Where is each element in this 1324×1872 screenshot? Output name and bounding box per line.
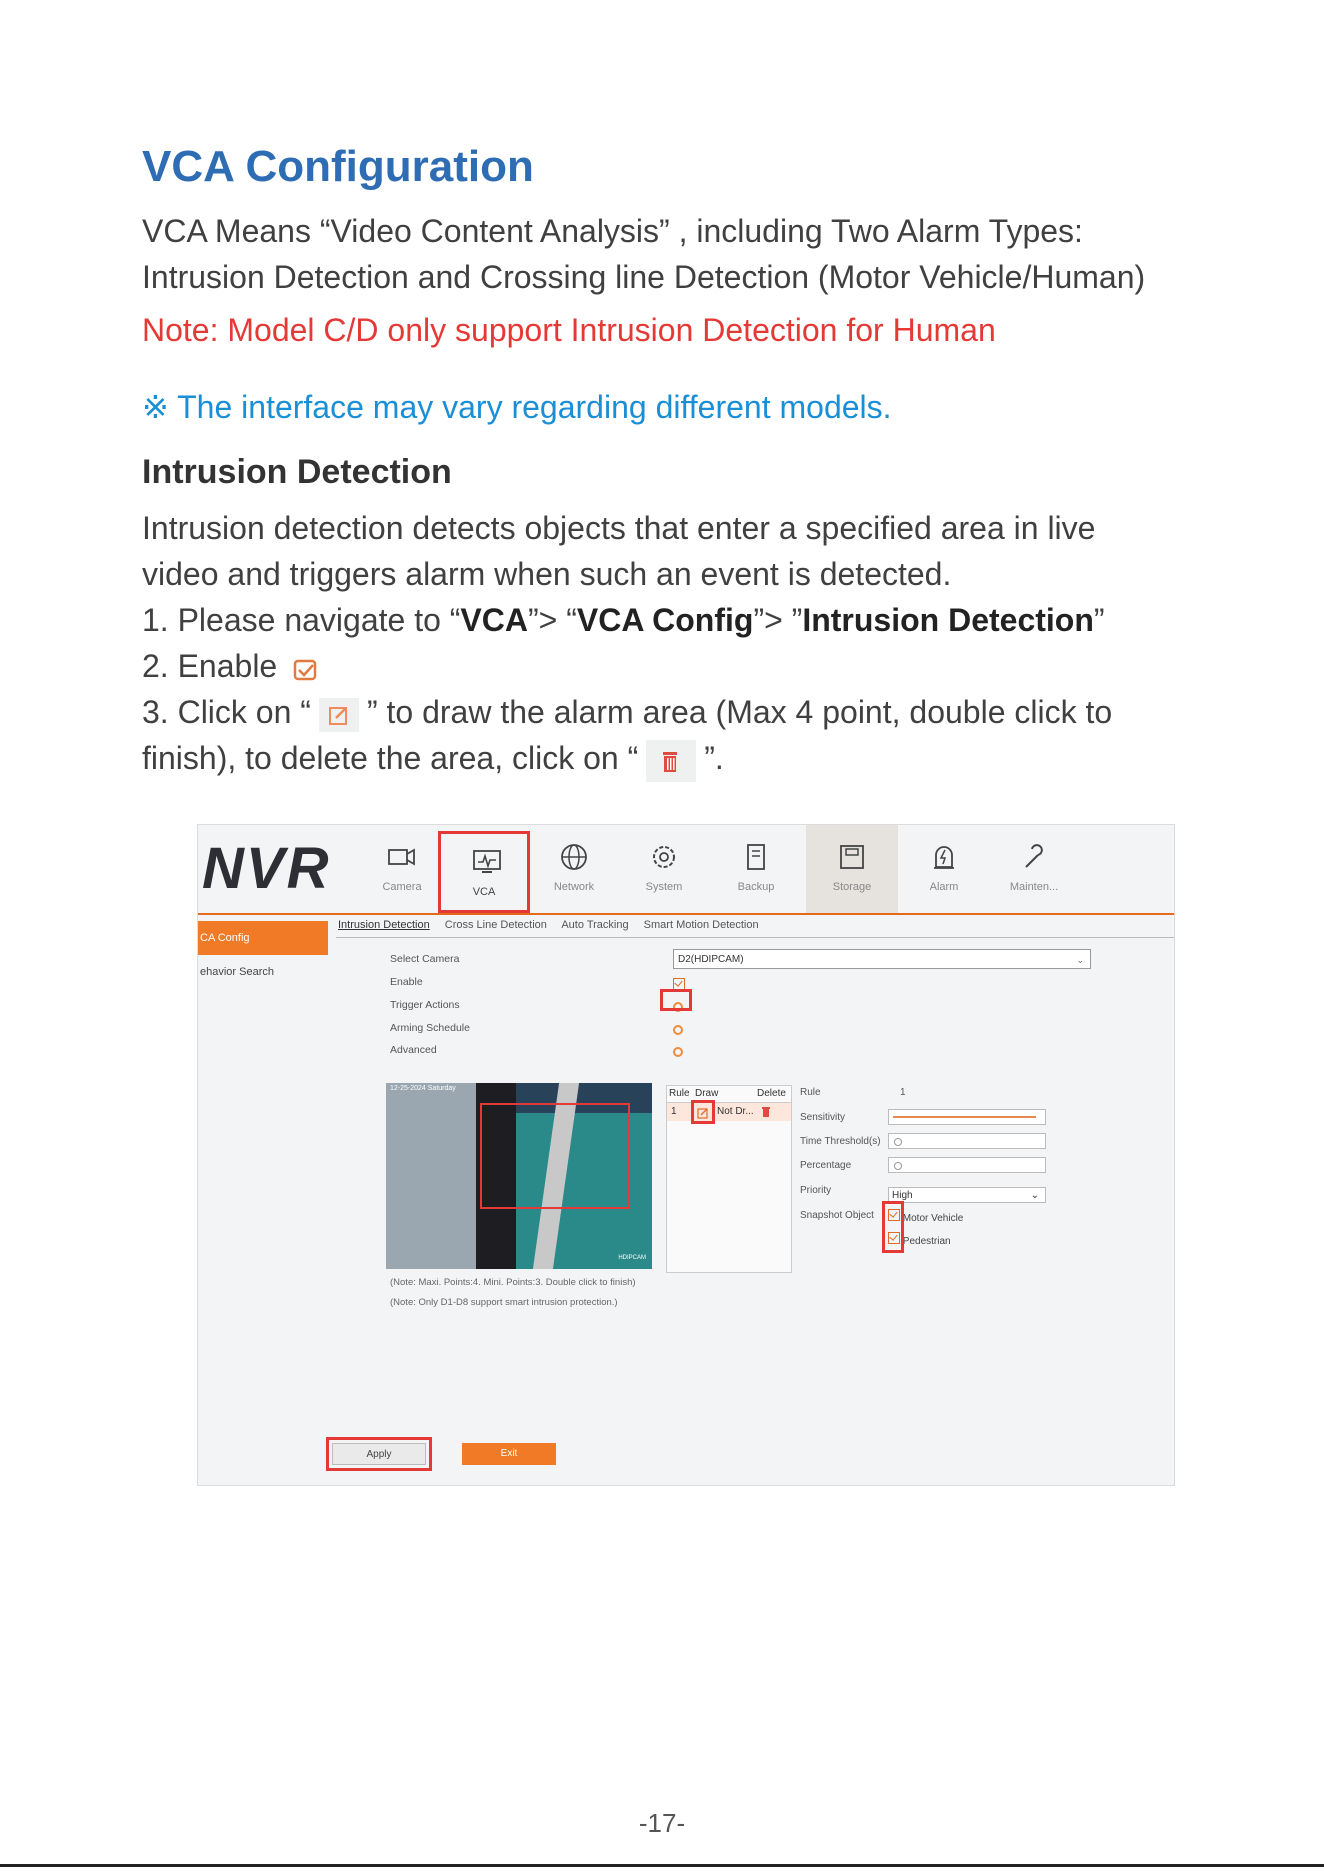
support-note: (Note: Only D1-D8 support smart intrusion protection.) [390,1297,618,1308]
sensitivity-slider[interactable] [888,1109,1046,1125]
step-1-vca: VCA [460,602,528,638]
time-threshold-knob[interactable] [894,1138,902,1146]
rule-number: 1 [671,1106,677,1117]
menu-divider [198,913,1174,915]
menu-camera-label: Camera [382,881,422,893]
menu-network-label: Network [553,881,595,893]
advanced-label: Advanced [390,1044,437,1056]
exit-button[interactable]: Exit [462,1443,556,1465]
interface-note: ※ The interface may vary regarding different models. [142,389,892,425]
step-3-text-a: 3. Click on “ [142,694,311,730]
arming-schedule-button[interactable] [673,1022,683,1040]
sidebar [198,921,328,989]
page-title: VCA Configuration [142,142,534,191]
tab-intrusion-detection[interactable]: Intrusion Detection [338,919,430,931]
sensitivity-fill [893,1116,1036,1118]
priority-value: High [892,1190,913,1201]
menu-alarm-label: Alarm [929,881,959,893]
trigger-actions-label: Trigger Actions [390,999,460,1011]
percentage-knob[interactable] [894,1162,902,1170]
time-threshold-label: Time Threshold(s) [800,1136,881,1147]
video-scene-left [386,1083,476,1269]
rule-table-header [667,1086,791,1103]
draw-col-header: Draw [695,1088,719,1099]
enable-label: Enable [390,976,423,988]
menu-maintenance[interactable] [988,825,1080,915]
rule-value: 1 [900,1087,906,1098]
menu-system-label: System [645,881,683,893]
backup-icon [740,841,772,873]
chevron-down-icon: ⌄ [1076,955,1084,965]
menu-vca-label: VCA [472,886,496,898]
delete-trash-icon[interactable] [761,1106,771,1121]
menu-backup[interactable] [710,825,802,915]
desc-line-2: video and triggers alarm when such an event is detected. [142,556,952,592]
settings-gear-icon [673,1025,683,1035]
step-3-continued [142,735,724,782]
chevron-down-icon: ⌄ [1030,1190,1039,1201]
trash-icon [646,740,696,782]
intro-line-2: Intrusion Detection and Crossing line Detection (Motor Vehicle/Human) [142,259,1146,295]
delete-col-header: Delete [757,1088,786,1099]
snapshot-object-label: Snapshot Object [800,1210,874,1221]
step-1-sep1: ”> “ [527,602,577,638]
globe-icon [558,841,590,873]
video-camera-label: HDIPCAM [618,1255,646,1261]
subtabs [338,919,771,931]
highlight-trigger-actions [660,989,692,1011]
intrusion-area-outline [480,1103,630,1209]
tab-cross-line-detection[interactable]: Cross Line Detection [444,919,547,931]
step-1-intrusion: Intrusion Detection [802,602,1094,638]
rule-status: Not Dr... [717,1106,754,1117]
rule-row[interactable] [667,1103,791,1121]
vca-monitor-icon [471,846,503,878]
page-number: -17- [638,1808,686,1838]
intro-paragraph [142,208,1145,300]
step-1-end: ” [1093,602,1105,638]
menu-storage[interactable] [806,825,898,915]
sensitivity-label: Sensitivity [800,1112,846,1123]
priority-select[interactable] [888,1187,1046,1203]
menu-alarm[interactable] [898,825,990,915]
highlight-snapshot [882,1201,904,1253]
step-3-text-b: ” to draw the alarm area (Max 4 point, double click to [366,694,1113,730]
camera-icon [386,841,418,873]
video-timestamp: 12-25-2024 Saturday [390,1085,456,1092]
alarm-icon [928,841,960,873]
rule-label: Rule [800,1087,821,1098]
menu-backup-label: Backup [737,881,775,893]
step-1-sep2: ”> ” [753,602,803,638]
percentage-slider[interactable] [888,1157,1046,1173]
tab-auto-tracking[interactable]: Auto Tracking [561,919,629,931]
section-heading: Intrusion Detection [142,453,452,491]
camera-select[interactable] [673,949,1091,969]
gear-icon [648,841,680,873]
menu-camera[interactable] [356,825,448,915]
time-threshold-slider[interactable] [888,1133,1046,1149]
storage-icon [836,841,868,873]
bottom-rule [0,1864,1324,1867]
menu-storage-label: Storage [832,881,872,893]
desc-line-1: Intrusion detection detects objects that enter a specified area in live [142,510,1096,546]
step-2 [142,643,333,689]
points-note: (Note: Maxi. Points:4. Mini. Points:3. Double click to finish) [390,1277,636,1288]
step-3-text-c: finish), to delete the area, click on “ [142,740,639,776]
settings-gear-icon [673,1047,683,1057]
highlight-draw [691,1100,715,1124]
draw-icon [319,698,359,732]
camera-select-value: D2(HDIPCAM) [678,954,744,965]
nvr-logo: NVR [202,836,331,901]
checkbox-icon [285,652,325,686]
nvr-screenshot [197,824,1175,1486]
pedestrian-label: Pedestrian [902,1236,951,1247]
menu-vca[interactable] [438,831,530,913]
percentage-label: Percentage [800,1160,852,1171]
step-1-prefix: 1. Please navigate to “ [142,602,461,638]
advanced-button[interactable] [673,1044,683,1062]
intro-line-1: VCA Means “Video Content Analysis” , including Two Alarm Types: [142,213,1083,249]
step-1-vca-config: VCA Config [576,602,754,638]
step-2-text: 2. Enable [142,648,278,684]
sidebar-item-vca-config[interactable]: CA Config [198,921,328,955]
priority-label: Priority [800,1185,832,1196]
highlight-apply [326,1437,432,1471]
arming-schedule-label: Arming Schedule [390,1022,470,1034]
step-1 [142,597,1105,643]
menu-system[interactable] [618,825,710,915]
sidebar-item-behavior-search[interactable]: ehavior Search [200,966,274,978]
step-3 [142,689,1112,735]
description-paragraph [142,505,1095,597]
menu-maintenance-label: Mainten... [1009,881,1059,893]
model-note: Note: Model C/D only support Intrusion Detection for Human [142,312,996,348]
subtab-divider [336,937,1174,938]
rule-col-header: Rule [669,1088,690,1099]
tab-smart-motion-detection[interactable]: Smart Motion Detection [643,919,759,931]
select-camera-label: Select Camera [390,953,460,965]
rule-table [666,1085,792,1273]
step-3-text-d: ”. [704,740,724,776]
wrench-icon [1018,841,1050,873]
apply-button[interactable]: Apply [332,1443,426,1465]
menu-network[interactable] [528,825,620,915]
motor-vehicle-label: Motor Vehicle [902,1213,964,1224]
live-video-preview[interactable] [386,1083,652,1269]
